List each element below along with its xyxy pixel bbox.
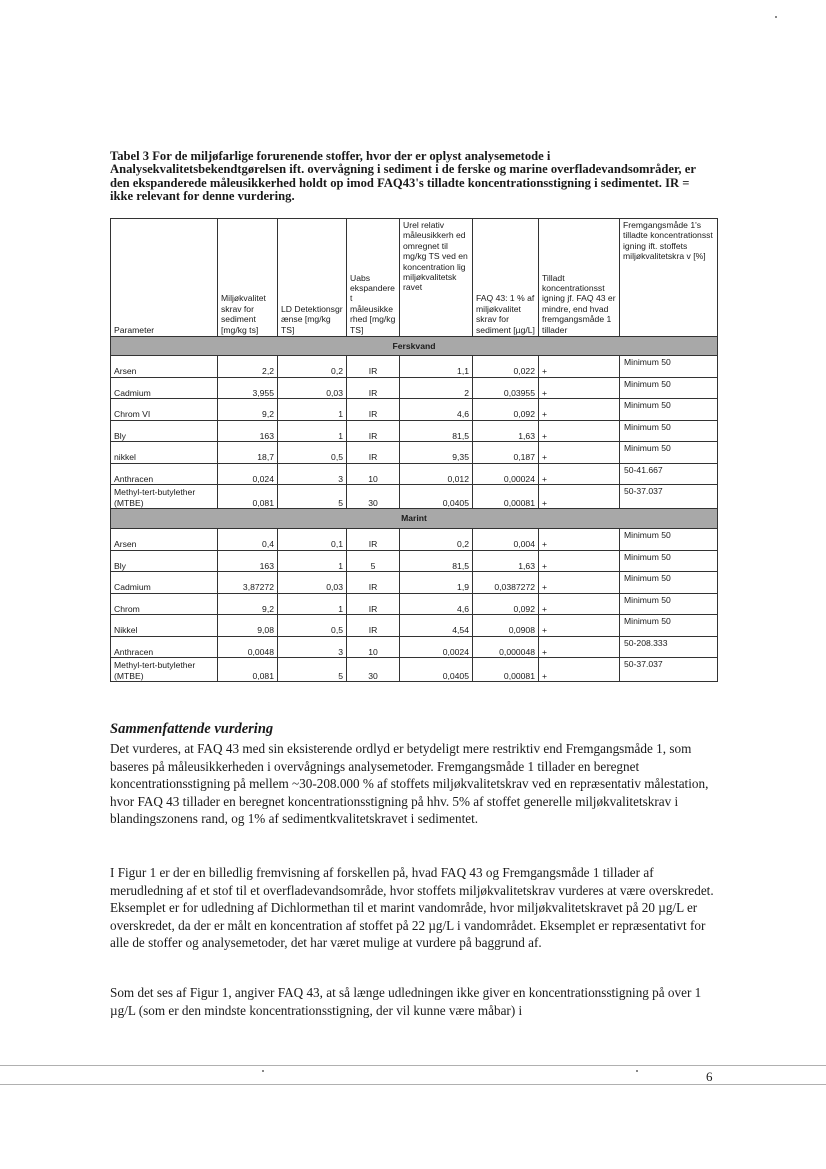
cell-faq43: 0,00081: [473, 485, 539, 509]
cell-faq43: 0,00081: [473, 658, 539, 682]
cell-miljokvalitetskrav: 0,081: [218, 485, 278, 509]
cell-tilladt: +: [539, 615, 620, 637]
cell-detektionsgraense: 0,5: [278, 442, 347, 464]
cell-urel: 81,5: [400, 550, 473, 572]
cell-detektionsgraense: 5: [278, 485, 347, 509]
table-row: [111, 399, 718, 421]
cell-fremgangsmaade: Minimum 50: [620, 593, 718, 615]
cell-uabs: 30: [347, 485, 400, 509]
cell-tilladt: +: [539, 463, 620, 485]
section-header-ferskvand: [111, 337, 718, 356]
cell-fremgangsmaade: Minimum 50: [620, 442, 718, 464]
cell-uabs: IR: [347, 356, 400, 378]
table-row: [111, 572, 718, 594]
cell-detektionsgraense: 0,03: [278, 377, 347, 399]
scan-mark: [262, 1070, 264, 1072]
cell-miljokvalitetskrav: 3,955: [218, 377, 278, 399]
paragraph: I Figur 1 er der en billedlig fremvisning af forskellen på, hvad FAQ 43 og Fremgangsmåde 1 tillader af merudledning af et stof til et overfladevandsområde, hvor stoffets miljøkvalitetskrav vurderes at være overskredet. Eksemplet er for udledning af Dichlormethan til et marint vandområde, hvor miljøkvalitetskravet på 20 µg/L er overskredet, da der er målt en koncentration af stoffet på 22 µg/L i vandområdet. Eksemplet er repræsentativt for alle de stoffer og analysemetoder, det har været mulige at vurdere på baggrund af.: [110, 865, 714, 950]
footer-rule: [0, 1065, 826, 1066]
cell-tilladt: +: [539, 572, 620, 594]
table-row: [111, 529, 718, 551]
cell-uabs: 10: [347, 636, 400, 658]
cell-fremgangsmaade: Minimum 50: [620, 356, 718, 378]
cell-urel: 2: [400, 377, 473, 399]
header-tilladt: Tilladt koncentrationsst igning jf. FAQ 43 er mindre, end hvad fremgangsmåde 1 tillader: [539, 219, 620, 337]
cell-miljokvalitetskrav: 9,2: [218, 399, 278, 421]
cell-tilladt: +: [539, 356, 620, 378]
cell-uabs: 10: [347, 463, 400, 485]
cell-urel: 0,012: [400, 463, 473, 485]
cell-uabs: 5: [347, 550, 400, 572]
cell-fremgangsmaade: 50-37.037: [620, 485, 718, 509]
cell-parameter: Cadmium: [111, 572, 218, 594]
cell-urel: 4,54: [400, 615, 473, 637]
cell-faq43: 1,63: [473, 420, 539, 442]
cell-urel: 1,9: [400, 572, 473, 594]
section-label: Ferskvand: [111, 337, 718, 356]
header-fremgangsmaade: Fremgangsmåde 1's tilladte koncentrationsst igning ift. stoffets miljøkvalitetskra v [%]: [620, 219, 718, 337]
cell-urel: 81,5: [400, 420, 473, 442]
cell-faq43: 0,022: [473, 356, 539, 378]
cell-faq43: 1,63: [473, 550, 539, 572]
cell-parameter: Anthracen: [111, 636, 218, 658]
cell-detektionsgraense: 3: [278, 636, 347, 658]
cell-parameter: Chrom: [111, 593, 218, 615]
table-row: [111, 420, 718, 442]
header-urel: Urel relativ måleusikkerh ed omregnet til mg/kg TS ved en koncentration lig miljøkvalitetsk ravet: [400, 219, 473, 337]
cell-faq43: 0,187: [473, 442, 539, 464]
section-label: Marint: [111, 509, 718, 529]
table-row: [111, 658, 718, 682]
cell-tilladt: +: [539, 529, 620, 551]
cell-urel: 0,2: [400, 529, 473, 551]
cell-miljokvalitetskrav: 2,2: [218, 356, 278, 378]
cell-faq43: 0,0387272: [473, 572, 539, 594]
cell-parameter: Methyl-tert-butylether (MTBE): [111, 485, 218, 509]
scan-mark: [636, 1070, 638, 1072]
cell-parameter: Bly: [111, 420, 218, 442]
cell-fremgangsmaade: 50-208.333: [620, 636, 718, 658]
cell-detektionsgraense: 0,1: [278, 529, 347, 551]
cell-fremgangsmaade: Minimum 50: [620, 615, 718, 637]
cell-faq43: 0,03955: [473, 377, 539, 399]
cell-uabs: IR: [347, 615, 400, 637]
cell-uabs: IR: [347, 399, 400, 421]
cell-faq43: 0,000048: [473, 636, 539, 658]
cell-detektionsgraense: 5: [278, 658, 347, 682]
cell-urel: 4,6: [400, 593, 473, 615]
cell-miljokvalitetskrav: 0,081: [218, 658, 278, 682]
cell-detektionsgraense: 1: [278, 399, 347, 421]
cell-urel: 9,35: [400, 442, 473, 464]
cell-faq43: 0,092: [473, 399, 539, 421]
table-row: [111, 485, 718, 509]
cell-detektionsgraense: 0,2: [278, 356, 347, 378]
table-row: [111, 463, 718, 485]
header-detektionsgraense: LD Detektionsgr ænse [mg/kg TS]: [278, 219, 347, 337]
cell-urel: 4,6: [400, 399, 473, 421]
section-heading: Sammenfattende vurdering: [110, 721, 274, 737]
cell-tilladt: +: [539, 377, 620, 399]
cell-parameter: nikkel: [111, 442, 218, 464]
cell-faq43: 0,092: [473, 593, 539, 615]
cell-parameter: Nikkel: [111, 615, 218, 637]
cell-miljokvalitetskrav: 18,7: [218, 442, 278, 464]
header-uabs: Uabs ekspandere t måleusikke rhed [mg/kg TS]: [347, 219, 400, 337]
footer-rule: [0, 1084, 826, 1085]
cell-parameter: Cadmium: [111, 377, 218, 399]
table-caption: Tabel 3 For de miljøfarlige forurenende stoffer, hvor der er oplyst analysemetode i Analysekvalitetsbekendtgørelsen ift. overvågning i sediment i de ferske og marine overfladevandsområder, er den ekspanderede måleusikkerhed holdt op imod FAQ43's tilladte koncentrationsstigning i sedimentet. IR = ikke relevant for denne vurdering.: [110, 149, 696, 204]
paragraph: Det vurderes, at FAQ 43 med sin eksisterende ordlyd er betydeligt mere restriktiv end Fremgangsmåde 1, som baseres på måleusikkerheden i overvågnings analysemetoder. Fremgangsmåde 1 tillader en beregnet koncentrationsstigning på mellem ~30-208.000 % af stoffets miljøkvalitetskrav ved en repræsentativ målestation, hvor FAQ 43 tillader en beregnet koncentrationsstigning på hhv. 5% af stoffet generelle miljøkvalitetskrav i blandingszonens rand, og 1% af sedimentkvalitetskravet i sedimentet.: [110, 741, 709, 826]
table-row: [111, 550, 718, 572]
cell-urel: 0,0024: [400, 636, 473, 658]
cell-urel: 0,0405: [400, 658, 473, 682]
cell-parameter: Chrom VI: [111, 399, 218, 421]
cell-faq43: 0,00024: [473, 463, 539, 485]
cell-miljokvalitetskrav: 0,024: [218, 463, 278, 485]
cell-urel: 1,1: [400, 356, 473, 378]
cell-parameter: Anthracen: [111, 463, 218, 485]
cell-fremgangsmaade: 50-41.667: [620, 463, 718, 485]
cell-tilladt: +: [539, 399, 620, 421]
cell-miljokvalitetskrav: 3,87272: [218, 572, 278, 594]
table-header-row: [111, 219, 718, 337]
cell-uabs: IR: [347, 377, 400, 399]
cell-faq43: 0,0908: [473, 615, 539, 637]
cell-miljokvalitetskrav: 163: [218, 550, 278, 572]
cell-tilladt: +: [539, 420, 620, 442]
cell-tilladt: +: [539, 550, 620, 572]
table-row: [111, 593, 718, 615]
cell-parameter: Arsen: [111, 356, 218, 378]
cell-detektionsgraense: 1: [278, 420, 347, 442]
table-row: [111, 442, 718, 464]
cell-detektionsgraense: 0,03: [278, 572, 347, 594]
cell-parameter: Methyl-tert-butylether (MTBE): [111, 658, 218, 682]
section-header-marint: [111, 509, 718, 529]
cell-tilladt: +: [539, 636, 620, 658]
cell-tilladt: +: [539, 658, 620, 682]
cell-uabs: IR: [347, 420, 400, 442]
cell-fremgangsmaade: 50-37.037: [620, 658, 718, 682]
cell-miljokvalitetskrav: 0,4: [218, 529, 278, 551]
cell-uabs: IR: [347, 593, 400, 615]
cell-urel: 0,0405: [400, 485, 473, 509]
table-row: [111, 377, 718, 399]
cell-uabs: IR: [347, 572, 400, 594]
scan-mark: [775, 16, 777, 18]
cell-parameter: Arsen: [111, 529, 218, 551]
cell-tilladt: +: [539, 593, 620, 615]
cell-miljokvalitetskrav: 9,2: [218, 593, 278, 615]
cell-detektionsgraense: 1: [278, 550, 347, 572]
cell-detektionsgraense: 0,5: [278, 615, 347, 637]
cell-miljokvalitetskrav: 163: [218, 420, 278, 442]
cell-fremgangsmaade: Minimum 50: [620, 529, 718, 551]
header-faq43: FAQ 43: 1 % af miljøkvalitet skrav for sediment [µg/L]: [473, 219, 539, 337]
cell-miljokvalitetskrav: 0,0048: [218, 636, 278, 658]
cell-tilladt: +: [539, 442, 620, 464]
cell-miljokvalitetskrav: 9,08: [218, 615, 278, 637]
table-row: [111, 356, 718, 378]
header-miljokvalitetskrav: Miljøkvalitet skrav for sediment [mg/kg ts]: [218, 219, 278, 337]
paragraph: Som det ses af Figur 1, angiver FAQ 43, at så længe udledningen ikke giver en koncentrationsstigning på over 1 µg/L (som er den mindste koncentrationsstigning, der vil kunne være måbar) i: [110, 985, 702, 1018]
cell-faq43: 0,004: [473, 529, 539, 551]
cell-fremgangsmaade: Minimum 50: [620, 420, 718, 442]
header-parameter: Parameter: [111, 219, 218, 337]
cell-parameter: Bly: [111, 550, 218, 572]
cell-detektionsgraense: 3: [278, 463, 347, 485]
cell-uabs: IR: [347, 442, 400, 464]
cell-uabs: IR: [347, 529, 400, 551]
cell-fremgangsmaade: Minimum 50: [620, 572, 718, 594]
cell-fremgangsmaade: Minimum 50: [620, 399, 718, 421]
page-number: 6: [706, 1069, 713, 1084]
cell-tilladt: +: [539, 485, 620, 509]
table-row: [111, 636, 718, 658]
cell-uabs: 30: [347, 658, 400, 682]
results-table: [110, 218, 718, 682]
cell-detektionsgraense: 1: [278, 593, 347, 615]
cell-fremgangsmaade: Minimum 50: [620, 550, 718, 572]
table-row: [111, 615, 718, 637]
cell-fremgangsmaade: Minimum 50: [620, 377, 718, 399]
